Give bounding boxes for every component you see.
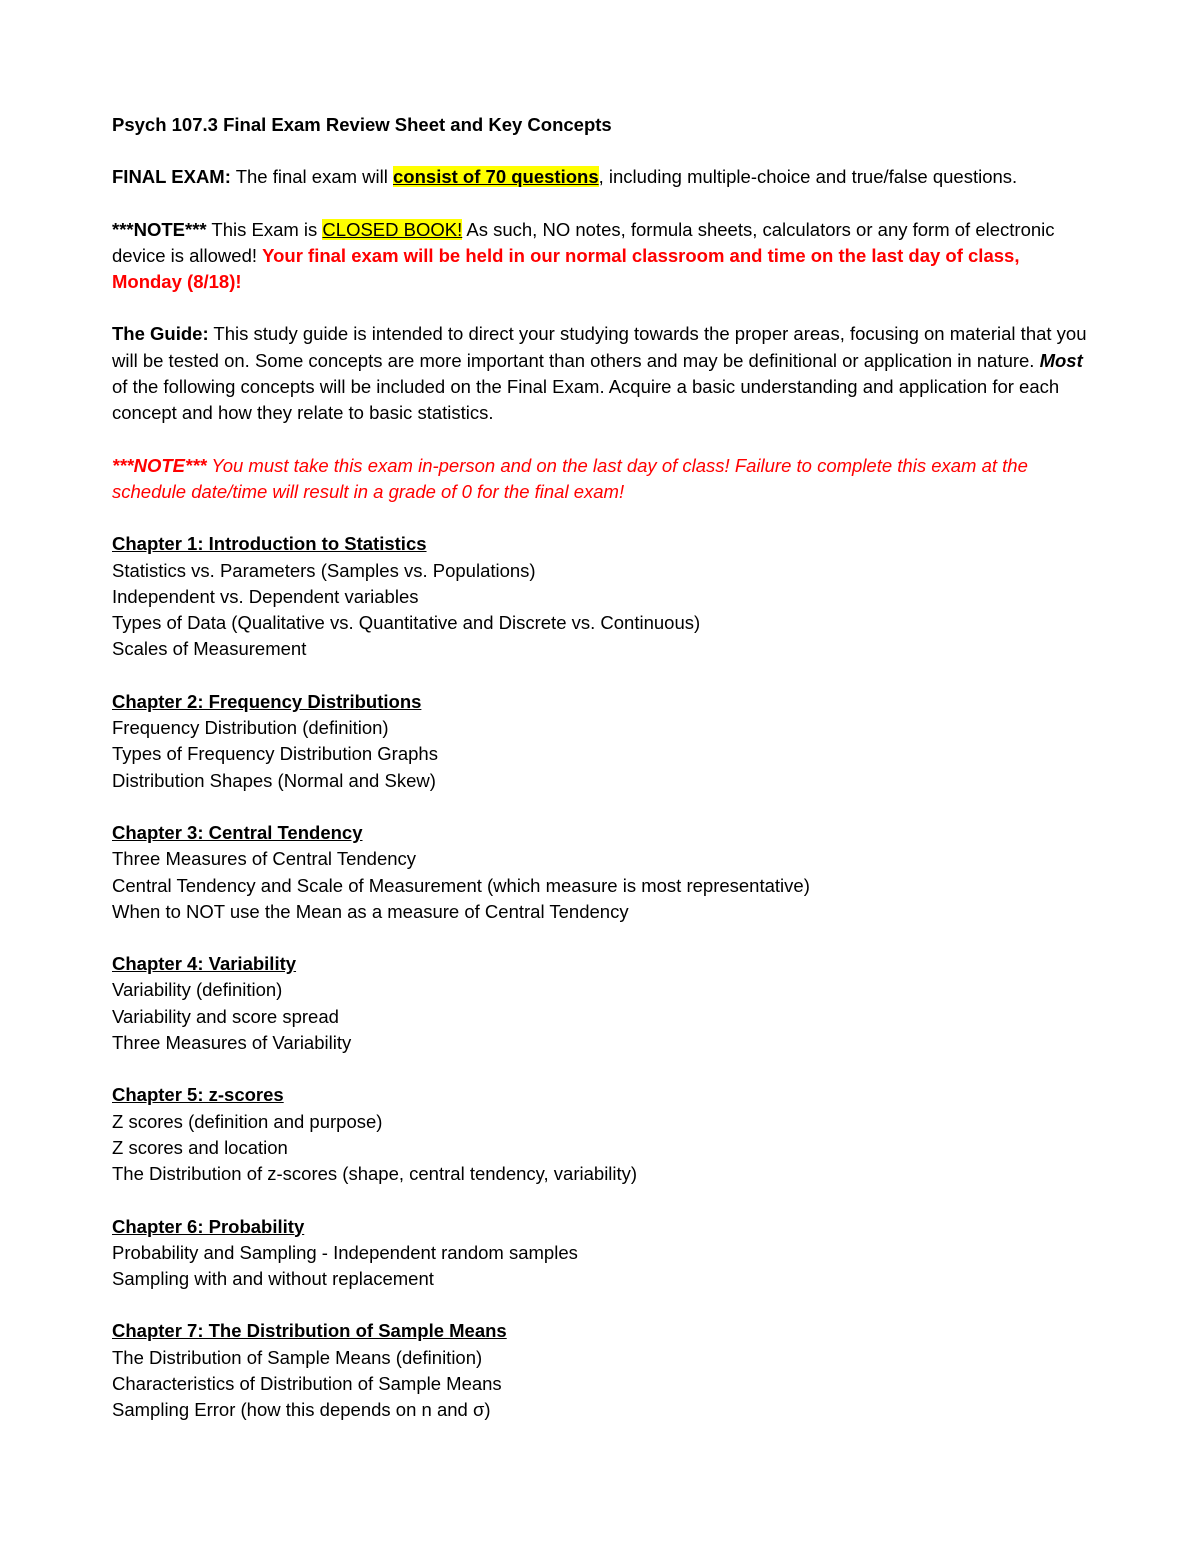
guide-text-before: This study guide is intended to direct your studying towards the proper areas, focusing on material that you will be tested on. Some concepts are more important than others and may be definitional or application in nature. xyxy=(112,323,1087,371)
final-exam-text-before: The final exam will xyxy=(230,166,394,188)
concept-item: Statistics vs. Parameters (Samples vs. Populations) xyxy=(112,559,536,581)
concept-item: Independent vs. Dependent variables xyxy=(112,585,419,607)
concept-item: Frequency Distribution (definition) xyxy=(112,717,389,739)
note-label: ***NOTE*** xyxy=(112,218,207,240)
in-person-note xyxy=(112,453,1092,506)
chapter-section xyxy=(112,820,1092,925)
note2-text: You must take this exam in-person and on the last day of class! Failure to complete this exam at the schedule date/time will result in a grade of 0 for the final exam! xyxy=(112,454,1028,502)
page-title: Psych 107.3 Final Exam Review Sheet and Key Concepts xyxy=(112,114,612,135)
closed-book-highlight: CLOSED BOOK! xyxy=(322,218,463,240)
concept-item: The Distribution of z-scores (shape, central tendency, variability) xyxy=(112,1163,638,1185)
final-exam-paragraph xyxy=(112,164,1092,190)
concept-item: The Distribution of Sample Means (definition) xyxy=(112,1346,483,1368)
chapter-section xyxy=(112,951,1092,1056)
final-exam-label: FINAL EXAM: xyxy=(112,166,231,188)
document-page xyxy=(112,112,1092,1450)
concept-item: Central Tendency and Scale of Measurement (which measure is most representative) xyxy=(112,874,810,896)
guide-label: The Guide: xyxy=(112,323,209,345)
concept-item: Scales of Measurement xyxy=(112,638,307,660)
chapter-heading: Chapter 1: Introduction to Statistics xyxy=(112,533,427,555)
chapter-list xyxy=(112,531,1092,1423)
chapter-heading: Chapter 2: Frequency Distributions xyxy=(112,690,422,712)
closed-book-note xyxy=(112,217,1092,296)
chapter-heading: Chapter 5: z-scores xyxy=(112,1084,284,1106)
guide-emphasis: Most xyxy=(1039,349,1083,371)
concept-item: Sampling Error (how this depends on n and σ) xyxy=(112,1399,491,1421)
concept-item: Z scores and location xyxy=(112,1136,288,1158)
concept-item: Types of Data (Qualitative vs. Quantitative and Discrete vs. Continuous) xyxy=(112,612,701,634)
chapter-heading: Chapter 4: Variability xyxy=(112,953,297,975)
chapter-section xyxy=(112,531,1092,662)
chapter-heading: Chapter 6: Probability xyxy=(112,1215,305,1237)
chapter-heading: Chapter 3: Central Tendency xyxy=(112,821,363,843)
chapter-section xyxy=(112,1214,1092,1293)
note2-label: ***NOTE*** xyxy=(112,454,207,476)
concept-item: When to NOT use the Mean as a measure of Central Tendency xyxy=(112,900,629,922)
concept-item: Sampling with and without replacement xyxy=(112,1268,434,1290)
concept-item: Three Measures of Central Tendency xyxy=(112,848,417,870)
note-text-after: As such, NO notes, formula sheets, calculators or any form of electronic device is allowed! xyxy=(112,218,1055,266)
chapter-section xyxy=(112,1082,1092,1187)
concept-item: Variability (definition) xyxy=(112,979,283,1001)
exam-location-notice: Your final exam will be held in our normal classroom and time on the last day of class, Monday (8/18)! xyxy=(112,244,1020,293)
note-text-before: This Exam is xyxy=(206,218,323,240)
concept-item: Z scores (definition and purpose) xyxy=(112,1110,383,1132)
concept-item: Types of Frequency Distribution Graphs xyxy=(112,743,438,765)
guide-text-after: of the following concepts will be included on the Final Exam. Acquire a basic understanding and application for each concept and how they relate to basic statistics. xyxy=(112,376,1060,424)
final-exam-text-after: , including multiple-choice and true/false questions. xyxy=(598,166,1018,188)
guide-paragraph xyxy=(112,321,1092,426)
chapter-section xyxy=(112,689,1092,794)
concept-item: Variability and score spread xyxy=(112,1005,339,1027)
concept-item: Probability and Sampling - Independent random samples xyxy=(112,1241,578,1263)
chapter-section xyxy=(112,1318,1092,1423)
concept-item: Distribution Shapes (Normal and Skew) xyxy=(112,769,436,791)
concept-item: Three Measures of Variability xyxy=(112,1032,352,1054)
final-exam-highlight: consist of 70 questions xyxy=(393,166,599,188)
concept-item: Characteristics of Distribution of Sample Means xyxy=(112,1372,502,1394)
chapter-heading: Chapter 7: The Distribution of Sample Means xyxy=(112,1320,507,1342)
